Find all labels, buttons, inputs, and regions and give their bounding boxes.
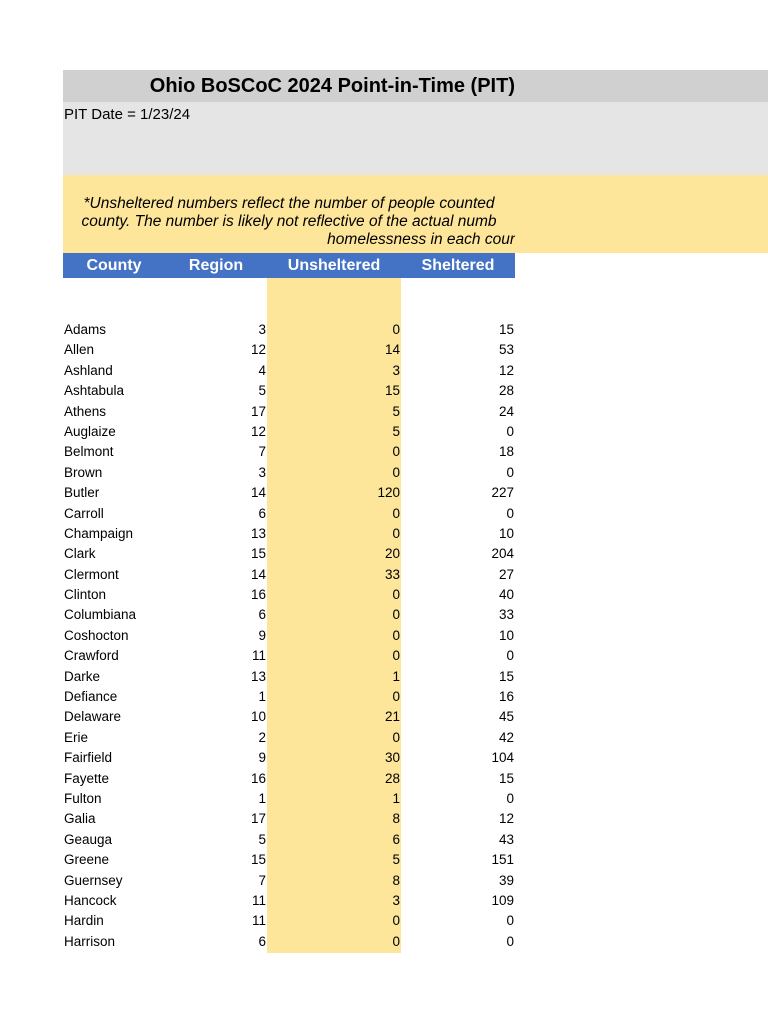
cell-sheltered[interactable]: 42 [498,729,514,745]
cell-county[interactable]: Delaware [64,709,122,725]
note-cell [63,175,768,253]
cell-unsheltered[interactable]: 3 [392,362,400,378]
table-row[interactable] [63,422,515,442]
cell-region[interactable]: 13 [250,668,266,684]
table-row[interactable] [63,667,515,687]
cell-region[interactable]: 11 [251,648,266,664]
note-line-1: *Unsheltered numbers reflect the number of people counted [83,195,495,212]
cell-county[interactable]: Fairfield [64,750,113,766]
cell-sheltered[interactable]: 27 [498,566,514,582]
cell-county[interactable]: Galia [64,811,96,827]
cell-unsheltered[interactable]: 1 [392,790,400,806]
cell-unsheltered[interactable]: 3 [392,892,400,908]
table-row[interactable] [63,748,515,768]
table-row[interactable] [63,524,515,544]
cell-sheltered[interactable]: 0 [506,423,514,439]
table-row[interactable] [63,911,515,931]
cell-sheltered[interactable]: 10 [498,525,514,541]
cell-sheltered[interactable]: 227 [491,485,514,501]
cell-county[interactable]: Harrison [64,933,116,949]
table-row[interactable] [63,544,515,564]
table-row[interactable] [63,646,515,666]
cell-county[interactable]: Carroll [64,505,104,521]
cell-county[interactable]: Brown [64,464,103,480]
cell-sheltered[interactable]: 53 [498,342,514,358]
cell-county[interactable]: Darke [64,668,101,684]
cell-unsheltered[interactable]: 14 [384,342,400,358]
cell-region[interactable]: 1 [258,689,266,705]
cell-county[interactable]: Clark [64,546,96,562]
cell-sheltered[interactable]: 204 [491,546,514,562]
table-row[interactable] [63,340,515,360]
cell-region[interactable]: 6 [258,505,266,521]
note-line-2: county. The number is likely not reflective of the actual numb [81,213,497,230]
cell-county[interactable]: Auglaize [64,423,116,439]
cell-sheltered[interactable]: 15 [498,770,514,786]
cell-sheltered[interactable]: 12 [498,811,514,827]
cell-county[interactable]: Clinton [64,587,107,603]
cell-county[interactable]: Allen [64,342,95,358]
table-row[interactable] [63,728,515,748]
cell-region[interactable]: 16 [250,587,266,603]
cell-unsheltered[interactable]: 8 [392,811,400,827]
cell-sheltered[interactable]: 33 [498,607,514,623]
cell-region[interactable]: 5 [258,831,266,847]
cell-county[interactable]: Hardin [64,913,104,929]
cell-region[interactable]: 14 [250,566,266,582]
table-row[interactable] [63,626,515,646]
cell-unsheltered[interactable]: 8 [392,872,400,888]
cell-unsheltered[interactable]: 20 [384,546,400,562]
cell-region[interactable]: 11 [251,892,266,908]
table-row[interactable] [63,483,515,503]
header-sheltered[interactable]: Sheltered [421,256,495,274]
cell-region[interactable]: 5 [258,383,266,399]
data-table [63,278,515,952]
cell-region[interactable]: 17 [250,403,266,419]
cell-region[interactable]: 10 [250,709,266,725]
cell-county[interactable]: Adams [64,322,107,337]
table-row[interactable] [63,402,515,422]
cell-sheltered[interactable]: 28 [498,383,514,399]
cell-unsheltered[interactable]: 0 [392,689,400,705]
page-title: Ohio BoSCoC 2024 Point-in-Time (PIT) [149,74,515,97]
cell-county[interactable]: Greene [64,852,110,868]
cell-county[interactable]: Ashtabula [64,383,125,399]
cell-region[interactable]: 7 [258,444,266,460]
table-row[interactable] [63,605,515,625]
cell-unsheltered[interactable]: 5 [392,403,400,419]
cell-sheltered[interactable]: 43 [498,831,514,847]
cell-region[interactable]: 6 [258,607,266,623]
cell-county[interactable]: Hancock [64,892,117,908]
cell-sheltered[interactable]: 104 [491,750,514,766]
cell-sheltered[interactable]: 0 [506,790,514,806]
cell-county[interactable]: Coshocton [64,627,129,643]
cell-county[interactable]: Athens [64,403,107,419]
unsheltered-note [63,195,515,249]
table-row[interactable] [63,361,515,381]
pit-date: PIT Date = 1/23/24 [64,106,191,123]
cell-unsheltered[interactable]: 33 [384,566,400,582]
cell-unsheltered[interactable]: 0 [392,444,400,460]
cell-unsheltered[interactable]: 0 [392,587,400,603]
cell-sheltered[interactable]: 0 [506,464,514,480]
cell-region[interactable]: 9 [258,750,266,766]
table-row[interactable] [63,769,515,789]
cell-unsheltered[interactable]: 6 [392,831,400,847]
cell-unsheltered[interactable]: 15 [384,383,400,399]
cell-county[interactable]: Columbiana [64,607,137,623]
cell-region[interactable]: 2 [258,729,266,745]
cell-region[interactable]: 3 [258,322,266,337]
header-county[interactable]: County [86,256,142,274]
cell-sheltered[interactable]: 0 [506,505,514,521]
cell-sheltered[interactable]: 18 [498,444,514,460]
cell-county[interactable]: Crawford [64,648,119,664]
cell-county[interactable]: Erie [64,729,89,745]
cell-unsheltered[interactable]: 28 [384,770,400,786]
table-row[interactable] [63,830,515,850]
cell-unsheltered[interactable]: 0 [392,648,400,664]
header-region[interactable]: Region [188,256,244,274]
table-row[interactable] [63,871,515,891]
cell-region[interactable]: 14 [250,485,266,501]
table-row[interactable] [63,585,515,605]
cell-sheltered[interactable]: 151 [491,852,514,868]
cell-sheltered[interactable]: 40 [498,587,514,603]
cell-region[interactable]: 7 [258,872,266,888]
cell-sheltered[interactable]: 15 [498,668,514,684]
table-row[interactable] [63,442,515,462]
table-row[interactable] [63,891,515,911]
cell-region[interactable]: 11 [251,913,266,929]
cell-unsheltered[interactable]: 0 [392,525,400,541]
cell-region[interactable]: 15 [250,852,266,868]
cell-unsheltered[interactable]: 21 [384,709,400,725]
cell-unsheltered[interactable]: 0 [392,464,400,480]
cell-unsheltered[interactable]: 30 [384,750,400,766]
cell-county[interactable]: Geauga [64,831,113,847]
header-unsheltered[interactable]: Unsheltered [287,256,381,274]
cell-sheltered[interactable]: 109 [491,892,514,908]
cell-unsheltered[interactable]: 0 [392,505,400,521]
table-row[interactable] [63,565,515,585]
table-row[interactable] [63,850,515,870]
cell-region[interactable]: 17 [250,811,266,827]
cell-region[interactable]: 15 [250,546,266,562]
title-bar [63,70,768,102]
cell-county[interactable]: Fulton [64,790,102,806]
cell-unsheltered[interactable]: 5 [392,852,400,868]
table-row[interactable] [63,789,515,809]
cell-unsheltered[interactable]: 0 [392,322,400,337]
cell-county[interactable]: Ashland [64,362,113,378]
table-row[interactable] [63,687,515,707]
cell-county[interactable]: Champaign [64,525,134,541]
cell-unsheltered[interactable]: 0 [392,607,400,623]
cell-unsheltered[interactable]: 1 [392,668,400,684]
cell-region[interactable]: 12 [250,423,266,439]
cell-region[interactable]: 6 [258,933,266,949]
cell-region[interactable]: 16 [250,770,266,786]
table-row[interactable] [63,504,515,524]
cell-sheltered[interactable]: 45 [498,709,514,725]
cell-unsheltered[interactable]: 5 [392,423,400,439]
table-row[interactable] [63,320,515,340]
cell-unsheltered[interactable]: 0 [392,627,400,643]
cell-sheltered[interactable]: 16 [498,689,514,705]
cell-unsheltered[interactable]: 120 [377,485,400,501]
cell-region[interactable]: 3 [258,464,266,480]
cell-unsheltered[interactable]: 0 [392,729,400,745]
cell-sheltered[interactable]: 0 [506,648,514,664]
table-row[interactable] [63,809,515,829]
cell-county[interactable]: Defiance [64,689,118,705]
cell-region[interactable]: 13 [250,525,266,541]
cell-county[interactable]: Belmont [64,444,114,460]
cell-county[interactable]: Butler [64,485,100,501]
cell-sheltered[interactable]: 10 [498,627,514,643]
cell-region[interactable]: 12 [250,342,266,358]
cell-county[interactable]: Clermont [64,566,119,582]
cell-county[interactable]: Fayette [64,770,110,786]
cell-region[interactable]: 4 [258,362,266,378]
cell-region[interactable]: 1 [258,790,266,806]
cell-region[interactable]: 9 [258,627,266,643]
table-row[interactable] [63,381,515,401]
spreadsheet [63,70,768,952]
cell-sheltered[interactable]: 0 [506,913,514,929]
table-row[interactable] [63,707,515,727]
cell-sheltered[interactable]: 24 [498,403,514,419]
table-row[interactable] [63,463,515,483]
cell-sheltered[interactable]: 39 [498,872,514,888]
table-body [63,278,515,952]
cell-sheltered[interactable]: 15 [498,322,514,337]
pit-date-cell [63,102,768,175]
cell-unsheltered[interactable]: 0 [392,933,400,949]
note-line-3: homelessness in each cour [327,231,515,248]
table-row[interactable] [63,932,515,952]
cell-sheltered[interactable]: 0 [506,933,514,949]
cell-sheltered[interactable]: 12 [498,362,514,378]
table-header [63,253,515,278]
cell-county[interactable]: Guernsey [64,872,123,888]
cell-unsheltered[interactable]: 0 [392,913,400,929]
